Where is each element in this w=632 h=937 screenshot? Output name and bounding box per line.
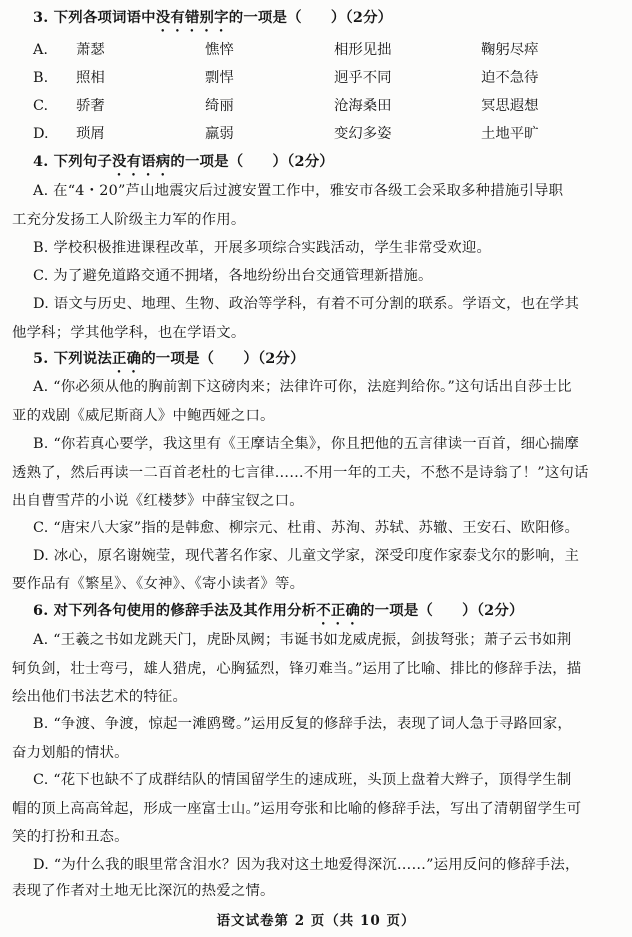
q4-option-a-line2: 工充分发扬工人阶级主力军的作用。 [12, 212, 246, 228]
q4-option-a-line1: A. 在“4・20”芦山地震灾后过渡安置工作中，雅安市各级工会采取多种措施引导职 [33, 183, 564, 199]
q5-option-a-line2: 亚的戏剧《威尼斯商人》中鲍西娅之口。 [12, 408, 275, 424]
q4-stem: 4. 下列句子没有语病的一项是（ ）（2分） [33, 153, 334, 170]
q6-option-d-line1: D. “为什么我的眼里常含泪水？因为我对这土地爱得深沉……”运用反问的修辞手法， [33, 857, 580, 873]
q5-option-b-line1: B. “你若真心要学，我这里有《王摩诘全集》，你且把他的五言律读一百首，细心揣摩 [33, 436, 579, 452]
q5-emphasis: 正确 [112, 350, 142, 367]
q4-option-d-line1: D. 语文与历史、地理、生物、政治等学科，有着不可分割的联系。学语文，也在学其 [33, 296, 580, 312]
q6-emphasis: 不正确 [316, 602, 361, 619]
q5-option-d-line2: 要作品有《繁星》、《女神》、《寄小读者》等。 [12, 576, 305, 592]
q6-option-a-line2: 轲负剑，壮士弯弓，雄人猎虎，心胸猛烈，锋刃难当。”运用了比喻、排比的修辞手法，描 [12, 661, 582, 677]
q6-stem: 6. 对下列各句使用的修辞手法及其作用分析不正确的一项是（ ）（2分） [33, 602, 524, 619]
q3-stem: 3. 下列各项词语中没有错别字的一项是（ ）（2分） [33, 9, 393, 26]
q5-option-d-line1: D. 冰心，原名谢婉莹，现代著名作家、儿童文学家，深受印度作家泰戈尔的影响，主 [33, 548, 580, 564]
q6-option-d-line2: 表现了作者对土地无比深沉的热爱之情。 [12, 883, 275, 899]
q4-option-d-line2: 他学科；学其他学科，也在学语文。 [12, 325, 246, 341]
q6-option-b-line2: 奋力划船的情状。 [12, 745, 129, 761]
q3-option-c: C. 骄奢 绮丽 沧海桑田 冥思遐想 [33, 98, 539, 114]
page-footer: 语文试卷第 2 页（共 10 页） [216, 913, 416, 929]
q5-option-b-line3: 出自曹雪芹的小说《红楼梦》中薛宝钗之口。 [12, 493, 304, 509]
q5-stem: 5. 下列说法正确的一项是（ ）（2分） [33, 350, 305, 367]
q5-option-a-line1: A. “你必须从他的胸前割下这磅肉来；法律许可你，法庭判给你。”这句话出自莎士比 [33, 379, 572, 395]
q6-option-c-line1: C. “花下也缺不了成群结队的情国留学生的速成班，头顶上盘着大辫子，顶得学生制 [33, 772, 572, 788]
q3-option-a: A. 萧瑟 憔悴 相形见拙 鞠躬尽瘁 [33, 42, 539, 58]
q6-option-b-line1: B. “争渡、争渡，惊起一滩鸥鹭。”运用反复的修辞手法，表现了词人急于寻路回家， [33, 716, 572, 732]
q4-option-b: B. 学校积极推进课程改革，开展多项综合实践活动，学生非常受欢迎。 [33, 240, 492, 256]
q6-option-a-line1: A. “王羲之书如龙跳天门，虎卧凤阙；韦诞书如龙威虎振，剑拔弩张；萧子云书如荆 [33, 632, 572, 648]
q6-option-c-line3: 笑的打扮和丑态。 [12, 829, 129, 845]
q4-option-c: C. 为了避免道路交通不拥堵，各地纷纷出台交通管理新措施。 [33, 268, 433, 284]
q5-option-b-line2: 透熟了，然后再读一二百首老杜的七言律……不用一年的工夫，不愁不是诗翁了！”这句话 [12, 465, 589, 481]
q5-option-c: C. “唐宋八大家”指的是韩愈、柳宗元、杜甫、苏洵、苏轼、苏辙、王安石、欧阳修。 [33, 520, 580, 536]
q3-option-b: B. 照相 剽悍 迥乎不同 迫不急待 [33, 70, 539, 86]
q3-option-d: D. 琐屑 羸弱 变幻多姿 土地平旷 [33, 126, 539, 142]
q3-emphasis: 没有错别字 [155, 9, 229, 26]
q6-option-a-line3: 绘出他们书法艺术的特征。 [12, 689, 188, 705]
q4-emphasis: 没有语病 [112, 153, 171, 170]
q6-option-c-line2: 帽的顶上高高耸起，形成一座富士山。”运用夸张和比喻的修辞手法，写出了清朝留学生可 [12, 801, 582, 817]
